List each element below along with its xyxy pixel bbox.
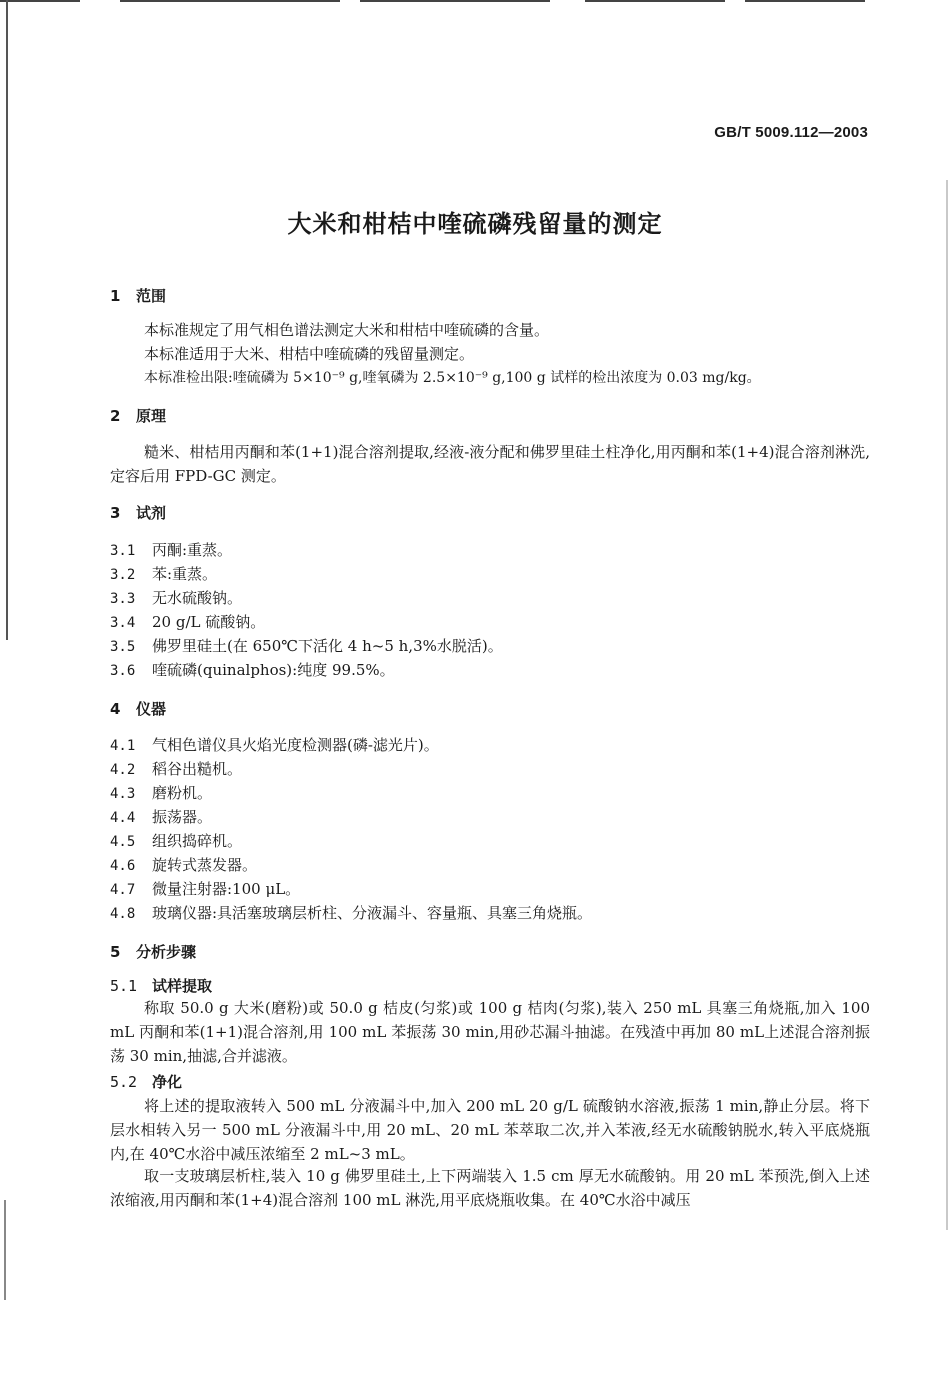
item-number: 3.5 bbox=[110, 639, 136, 655]
apparatus-item bbox=[110, 829, 242, 854]
scan-border-line bbox=[585, 0, 725, 2]
apparatus-item bbox=[110, 853, 257, 878]
subsection-heading-sample-extraction bbox=[110, 975, 212, 996]
scan-border-line bbox=[0, 0, 80, 2]
item-text: 旋转式蒸发器。 bbox=[152, 856, 258, 874]
section-title: 试剂 bbox=[136, 504, 167, 522]
scope-line: 本标准检出限:喹硫磷为 5×10⁻⁹ g,喹氧磷为 2.5×10⁻⁹ g,100 g 试样的检出浓度为 0.03 mg/kg。 bbox=[144, 370, 761, 386]
section-number: 5 bbox=[110, 943, 121, 961]
item-text: 丙酮:重蒸。 bbox=[152, 541, 233, 559]
item-number: 3.2 bbox=[110, 567, 136, 583]
section-heading-apparatus bbox=[110, 698, 166, 719]
scan-border-line bbox=[745, 0, 865, 2]
sample-extraction-text: 称取 50.0 g 大米(磨粉)或 50.0 g 桔皮(匀浆)或 100 g 桔肉(匀浆),装入 250 mL 具塞三角烧瓶,加入 100 mL 丙酮和苯(1+1)混合溶剂,用 100 mL 苯振荡 30 min,用砂芯漏斗抽滤。在残渣中再加 80 mL上述混合溶剂振荡 30 min,抽滤,合并滤液。 bbox=[110, 999, 870, 1065]
scan-edge bbox=[4, 1200, 6, 1300]
standard-code: GB/T 5009.112—2003 bbox=[714, 124, 868, 141]
purification-paragraph: 将上述的提取液转入 500 mL 分液漏斗中,加入 200 mL 20 g/L 硫酸钠水溶液,振荡 1 min,静止分层。将下层水相转入另一 500 mL 分液漏斗中,用 20 mL、20 mL 苯萃取二次,并入苯液,经无水硫酸钠脱水,转入平底烧瓶内,在 40℃水浴中减压浓缩至 2 mL~3 mL。 bbox=[110, 1097, 870, 1163]
section-title: 原理 bbox=[136, 407, 167, 425]
item-number: 3.1 bbox=[110, 543, 136, 559]
reagent-item bbox=[110, 610, 265, 635]
scope-line: 本标准适用于大米、柑桔中喹硫磷的残留量测定。 bbox=[144, 345, 475, 363]
apparatus-item bbox=[110, 805, 212, 830]
scope-line: 本标准规定了用气相色谱法测定大米和柑桔中喹硫磷的含量。 bbox=[144, 321, 550, 339]
section-heading-principle bbox=[110, 405, 166, 426]
item-text: 稻谷出糙机。 bbox=[152, 760, 243, 778]
document-title: 大米和柑桔中喹硫磷残留量的测定 bbox=[287, 210, 663, 238]
item-number: 4.4 bbox=[110, 810, 136, 826]
item-text: 振荡器。 bbox=[152, 808, 213, 826]
item-number: 4.6 bbox=[110, 858, 136, 874]
item-text: 组织捣碎机。 bbox=[152, 832, 243, 850]
reagent-item bbox=[110, 562, 217, 587]
apparatus-item bbox=[110, 733, 439, 758]
item-number: 3.6 bbox=[110, 663, 136, 679]
reagent-item bbox=[110, 658, 395, 683]
subsection-number: 5.1 bbox=[110, 977, 138, 995]
apparatus-item bbox=[110, 901, 592, 926]
item-text: 20 g/L 硫酸钠。 bbox=[152, 613, 266, 631]
subsection-heading-purification bbox=[110, 1071, 182, 1092]
item-number: 4.3 bbox=[110, 786, 136, 802]
section-title: 仪器 bbox=[136, 700, 167, 718]
section-title: 分析步骤 bbox=[136, 943, 197, 961]
section-heading-reagents bbox=[110, 502, 166, 523]
reagent-item bbox=[110, 586, 242, 611]
section-heading-scope bbox=[110, 285, 166, 306]
item-number: 3.4 bbox=[110, 615, 136, 631]
section-number: 2 bbox=[110, 407, 121, 425]
item-number: 4.5 bbox=[110, 834, 136, 850]
scan-edge bbox=[6, 0, 8, 640]
item-text: 玻璃仪器:具活塞玻璃层析柱、分液漏斗、容量瓶、具塞三角烧瓶。 bbox=[152, 904, 593, 922]
apparatus-item bbox=[110, 757, 242, 782]
item-text: 气相色谱仪具火焰光度检测器(磷-滤光片)。 bbox=[152, 736, 439, 754]
item-number: 4.8 bbox=[110, 906, 136, 922]
scan-edge bbox=[946, 180, 948, 1230]
section-title: 范围 bbox=[136, 287, 167, 305]
item-number: 4.7 bbox=[110, 882, 136, 898]
item-text: 喹硫磷(quinalphos):纯度 99.5%。 bbox=[152, 661, 395, 679]
purification-paragraph: 取一支玻璃层析柱,装入 10 g 佛罗里硅土,上下两端装入 1.5 cm 厚无水硫酸钠。用 20 mL 苯预洗,倒入上述浓缩液,用丙酮和苯(1+4)混合溶剂 100 mL 淋洗,用平底烧瓶收集。在 40℃水浴中减压 bbox=[110, 1167, 870, 1209]
item-text: 磨粉机。 bbox=[152, 784, 213, 802]
reagent-item bbox=[110, 538, 232, 563]
section-number: 3 bbox=[110, 504, 121, 522]
subsection-title: 净化 bbox=[152, 1073, 183, 1091]
item-text: 无水硫酸钠。 bbox=[152, 589, 243, 607]
scan-border-line bbox=[360, 0, 550, 2]
reagent-item bbox=[110, 634, 503, 659]
item-number: 3.3 bbox=[110, 591, 136, 607]
item-number: 4.1 bbox=[110, 738, 136, 754]
apparatus-item bbox=[110, 877, 300, 902]
item-text: 苯:重蒸。 bbox=[152, 565, 218, 583]
apparatus-item bbox=[110, 781, 212, 806]
item-number: 4.2 bbox=[110, 762, 136, 778]
scan-border-line bbox=[120, 0, 340, 2]
section-heading-procedure bbox=[110, 941, 196, 962]
section-number: 4 bbox=[110, 700, 121, 718]
item-text: 微量注射器:100 μL。 bbox=[152, 880, 301, 898]
subsection-title: 试样提取 bbox=[152, 977, 213, 995]
subsection-number: 5.2 bbox=[110, 1073, 138, 1091]
section-number: 1 bbox=[110, 287, 121, 305]
item-text: 佛罗里硅土(在 650℃下活化 4 h~5 h,3%水脱活)。 bbox=[152, 637, 503, 655]
principle-text: 糙米、柑桔用丙酮和苯(1+1)混合溶剂提取,经液-液分配和佛罗里硅土柱净化,用丙酮和苯(1+4)混合溶剂淋洗,定容后用 FPD-GC 测定。 bbox=[110, 443, 870, 485]
